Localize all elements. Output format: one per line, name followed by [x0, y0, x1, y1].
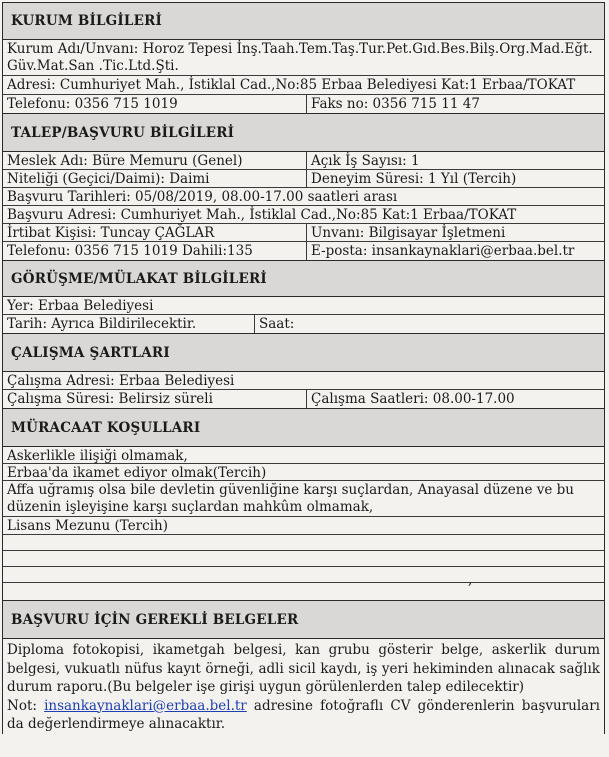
kurum-telefon-row: [3, 95, 604, 114]
kurum-ad-cont: Güv.Mat.San .Tic.Ltd.Şti.: [7, 57, 179, 74]
talep-telefon: Telefonu: 0356 715 1019 Dahili:135: [3, 242, 307, 260]
note-rest: adresine fotoğraflı CV gönderenlerin başvuruları da değerlendirmeye alınacaktır.: [7, 697, 600, 732]
talep-telefon-row: [3, 242, 604, 261]
gorusme-yer-row: [3, 297, 604, 315]
talep-tarih: Başvuru Tarihleri: 05/08/2019, 08.00-17.00 saatleri arası: [7, 189, 398, 205]
calisma-sure-row: [3, 390, 604, 409]
talep-adres-row: [3, 206, 604, 224]
gorusme-yer: Yer: Erbaa Belediyesi: [7, 298, 154, 314]
pen-mark: ,: [468, 572, 473, 588]
kurum-adres: Adresi: Cumhuriyet Mah., İstiklal Cad.,No:85 Erbaa Belediyesi Kat:1 Erbaa/TOKAT: [7, 77, 576, 93]
muracaat-empty-row: [3, 583, 604, 601]
talep-meslek: Meslek Adı: Büre Memuru (Genel): [3, 152, 307, 169]
section-header-belgeler: BAŞVURU İÇİN GEREKLİ BELGELER: [3, 601, 604, 639]
talep-nitelik: Niteliği (Geçici/Daimi): Daimi: [3, 170, 307, 187]
calisma-adres: Çalışma Adresi: Erbaa Belediyesi: [7, 373, 235, 389]
section-header-kurum: KURUM BİLGİLERİ: [3, 3, 604, 40]
muracaat-empty-row: [3, 535, 604, 551]
talep-adres: Başvuru Adresi: Cumhuriyet Mah., İstiklal Cad.,No:85 Kat:1 Erbaa/TOKAT: [7, 207, 517, 223]
gorusme-saat: Saat:: [259, 316, 295, 332]
belgeler-note: [3, 697, 604, 734]
kurum-telefon: Telefonu: 0356 715 1019: [3, 95, 307, 113]
job-posting-form: [2, 2, 605, 734]
email-link[interactable]: insankaynaklari@erbaa.bel.tr: [44, 697, 247, 714]
calisma-sure: Çalışma Süresi: Belirsiz süreli: [3, 390, 307, 408]
section-header-calisma: ÇALIŞMA ŞARTLARI: [3, 334, 604, 372]
talep-eposta: E-posta: insankaynaklari@erbaa.bel.tr: [311, 243, 575, 259]
gorusme-tarih: Tarih: Ayrıca Bildirilecektir.: [3, 315, 255, 333]
muracaat-item: Affa uğramış olsa bile devletin güvenliğine karşı suçlardan, Anayasal düzene ve bu düzenin işleyişine karşı suçlardan mahkûm olmamak,: [3, 481, 604, 517]
section-header-gorusme: GÖRÜŞME/MÜLAKAT BİLGİLERİ: [3, 261, 604, 297]
talep-unvan: Unvanı: Bilgisayar İşletmeni: [311, 225, 506, 241]
talep-irtibat-row: [3, 224, 604, 242]
talep-deneyim: Deneyim Süresi: 1 Yıl (Tercih): [311, 171, 517, 187]
talep-meslek-row: [3, 152, 604, 170]
talep-tarih-row: [3, 188, 604, 206]
section-header-talep: TALEP/BAŞVURU BİLGİLERİ: [3, 114, 604, 152]
kurum-faks: Faks no: 0356 715 11 47: [311, 96, 480, 112]
note-label: Not:: [7, 697, 37, 714]
calisma-saatler: Çalışma Saatleri: 08.00-17.00: [311, 391, 515, 407]
calisma-adres-row: [3, 372, 604, 390]
kurum-ad-row: [3, 40, 604, 76]
section-header-muracaat: MÜRACAAT KOŞULLARI: [3, 409, 604, 447]
gorusme-tarih-row: [3, 315, 604, 334]
muracaat-empty-row: [3, 567, 604, 583]
kurum-adres-row: [3, 76, 604, 95]
muracaat-item: Erbaa'da ikamet ediyor olmak(Tercih): [3, 464, 604, 481]
talep-acik-is: Açık İş Sayısı: 1: [311, 153, 420, 169]
belgeler-text: Diploma fotokopisi, ikametgah belgesi, kan grubu gösterir belge, askerlik durum belgesi, vukuatlı nüfus kayıt örneği, adli sicil kaydı, iş yeri hekiminden alınacak sağlık durum raporu.(Bu belgeler işe girişi uygun görülenlerden talep edilecektir): [7, 642, 600, 695]
muracaat-item: Lisans Mezunu (Tercih): [3, 517, 604, 535]
talep-nitelik-row: [3, 170, 604, 188]
kurum-ad: Kurum Adı/Unvanı: Horoz Tepesi İnş.Taah.Tem.Taş.Tur.Pet.Gıd.Bes.Bilş.Org.Mad.Eğt.: [7, 41, 593, 57]
muracaat-empty-row: [3, 551, 604, 567]
talep-irtibat: İrtibat Kişisi: Tuncay ÇAĞLAR: [3, 224, 307, 241]
muracaat-item: Askerlikle ilişiği olmamak,: [3, 447, 604, 464]
